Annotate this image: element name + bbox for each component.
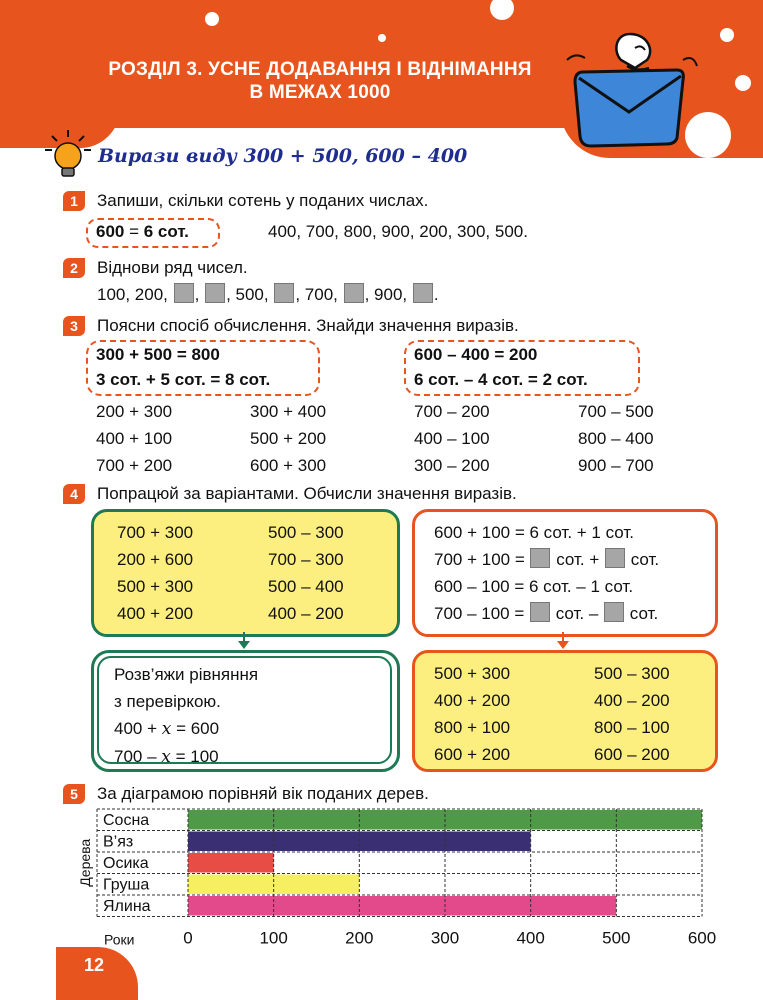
x-axis-label: Роки [104, 931, 135, 948]
task4-left-col1: 700 + 300 200 + 600 500 + 300 400 + 200 [117, 523, 194, 623]
task3-example2-line1: 600 – 400 = 200 [414, 345, 538, 364]
tick-label: 300 [430, 928, 460, 948]
blank-box[interactable] [413, 283, 433, 303]
task3-column-4: 700 – 500 800 – 400 900 – 700 [578, 402, 654, 475]
category-label: Ялина [103, 898, 151, 915]
blank-box[interactable] [205, 283, 225, 303]
task4-left-col2: 500 – 300 700 – 300 500 – 400 400 – 200 [268, 523, 344, 623]
chart-svg [60, 800, 740, 950]
task3-example1-line1: 300 + 500 = 800 [96, 345, 220, 364]
blank-box[interactable] [604, 602, 624, 622]
task3-instruction: Поясни спосіб обчислення. Знайди значення виразів. [97, 316, 519, 335]
task3-example1-line2: 3 сот. + 5 сот. = 8 сот. [96, 370, 271, 389]
blank-box[interactable] [174, 283, 194, 303]
bar-5 [188, 896, 616, 916]
lightbulb-icon [42, 128, 96, 180]
task3-example2-line2: 6 сот. – 4 сот. = 2 сот. [414, 370, 588, 389]
tick-label: 0 [183, 928, 193, 948]
category-label: Груша [103, 876, 150, 894]
tick-label: 600 [687, 928, 717, 948]
tick-label: 400 [516, 928, 545, 948]
blank-box[interactable] [344, 283, 364, 303]
task3-column-2: 300 + 400 500 + 200 600 + 300 [250, 402, 327, 475]
task-number-3: 3 [63, 316, 85, 336]
blank-box[interactable] [530, 548, 550, 568]
task5-instruction: За діаграмою порівняй вік поданих дерев. [97, 784, 429, 803]
task4-right-list: 600 + 100 = 6 сот. + 1 сот. 700 + 100 = сот. + сот. 600 – 100 = 6 сот. – 1 сот. 700 – 100 = сот. – сот. [434, 523, 660, 623]
task4-bottom-col1: 500 + 300 400 + 200 800 + 100 600 + 200 [434, 664, 511, 764]
arrow-down-icon [555, 632, 571, 650]
task4-equations: Розв’яжи рівняння з перевіркою. 400 + x = 600 700 – x = 100 [114, 665, 259, 767]
task3-column-1: 200 + 300 400 + 100 700 + 200 [96, 402, 173, 475]
page-number: 12 [84, 955, 105, 975]
blank-box[interactable] [530, 602, 550, 622]
task1-instruction: Запиши, скільки сотень у поданих числах. [97, 191, 429, 210]
task4-instruction: Попрацюй за варіантами. Обчисли значення виразів. [97, 484, 517, 503]
topic-title: Вирази виду 300 + 500, 600 – 400 [98, 145, 468, 167]
blank-box[interactable] [274, 283, 294, 303]
chapter-title: РОЗДІЛ 3. УСНЕ ДОДАВАННЯ І ВІДНІМАННЯ В МЕЖАХ 1000 [108, 59, 532, 103]
task2-instruction: Віднови ряд чисел. [97, 258, 248, 277]
task-number-1: 1 [63, 191, 85, 211]
tick-label: 100 [259, 928, 288, 948]
tree-age-chart [60, 800, 740, 955]
category-label: В’яз [103, 833, 134, 851]
envelope-mascot-icon [565, 30, 700, 148]
task1-numbers: 400, 700, 800, 900, 200, 300, 500. [268, 222, 528, 241]
tick-label: 200 [345, 928, 374, 948]
y-axis-label: Дерева [77, 838, 93, 887]
arrow-down-icon [236, 632, 252, 650]
task-number-5: 5 [63, 784, 85, 804]
task4-bottom-col2: 500 – 300 400 – 200 800 – 100 600 – 200 [594, 664, 670, 764]
tick-label: 500 [602, 928, 631, 948]
category-label: Сосна [103, 812, 150, 829]
task3-column-3: 700 – 200 400 – 100 300 – 200 [414, 402, 490, 475]
bar-3 [188, 853, 274, 873]
task2-number-row: 100, 200, , , 500, , 700, , 900, . [97, 285, 439, 304]
task1-example: 600 = 6 сот. [96, 222, 189, 241]
blank-box[interactable] [605, 548, 625, 568]
task-number-4: 4 [63, 484, 85, 504]
task-number-2: 2 [63, 258, 85, 278]
category-label: Осика [103, 855, 149, 872]
